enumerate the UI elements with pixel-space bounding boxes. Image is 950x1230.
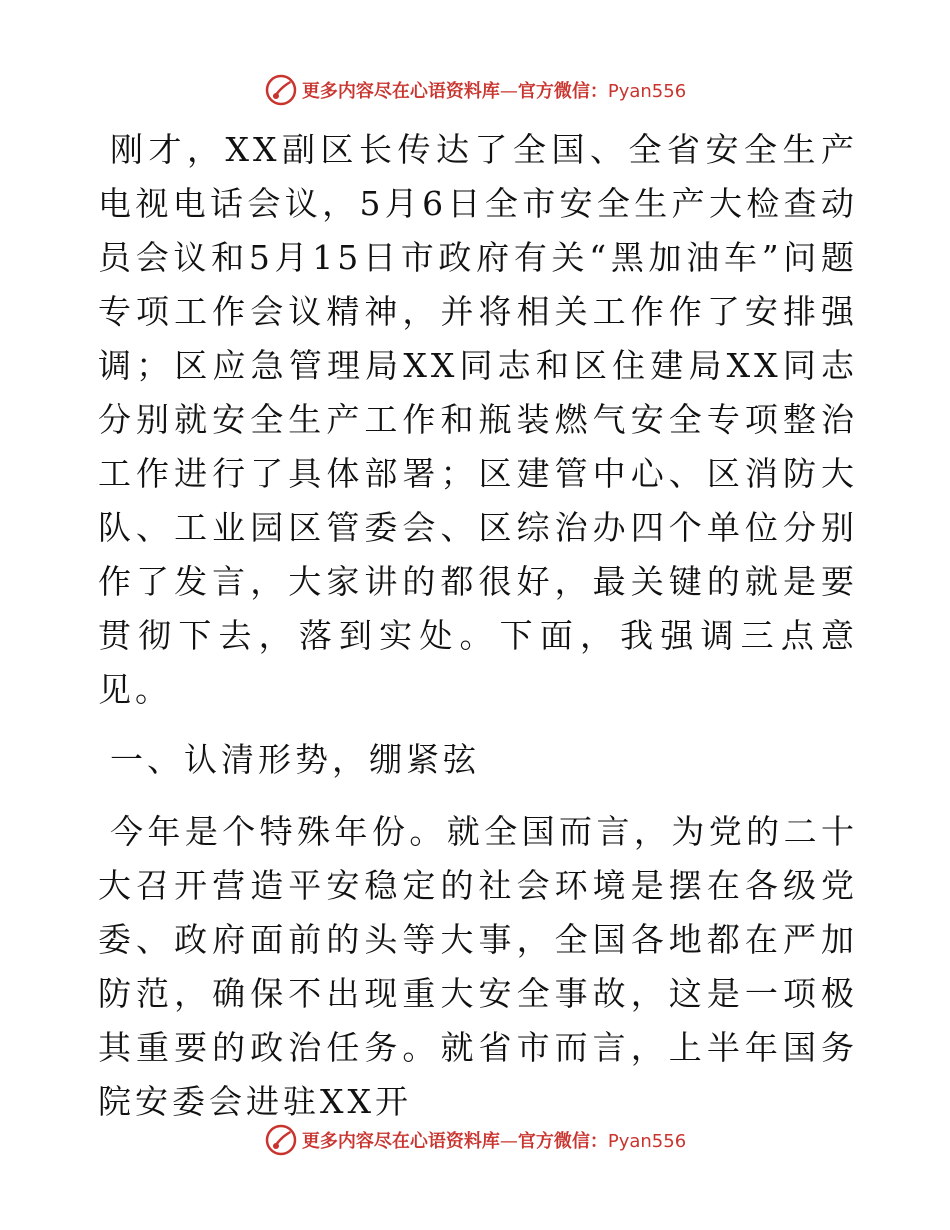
paragraph-2: 今年是个特殊年份。就全国而言，为党的二十大召开营造平安稳定的社会环境是摆在各级党委、政府面前的头等大事，全国各地都在严加防范，确保不出现重大安全事故，这是一项极其重要的政治任务。就省市而言，上半年国务院安委会进驻XX开 [98,812,858,1121]
document-body [98,123,858,1129]
brush-logo-icon [264,1123,298,1157]
watermark-official-label: 官方微信： [517,81,608,102]
header-watermark [0,70,950,110]
watermark-account: Pyan556 [607,1131,687,1152]
watermark-brand: 更多内容尽在心语资料库 [301,1131,500,1152]
paragraph-1: 刚才，XX副区长传达了全国、全省安全生产电视电话会议，5月6日全市安全生产大检查动员会议和5月15日市政府有关“黑加油车”问题专项工作会议精神，并将相关工作作了安排强调；区应急管理局XX同志和区住建局XX同志分别就安全生产工作和瓶装燃气安全专项整治工作进行了具体部署；区建管中心、区消防大队、工业园区管委会、区综治办四个单位分别作了发言，大家讲的都很好，最关键的就是要贯彻下去，落到实处。下面，我强调三点意见。 [98,130,858,709]
watermark-brand: 更多内容尽在心语资料库 [301,81,500,102]
footer-watermark [0,1120,950,1160]
watermark-dash: — [499,81,518,102]
watermark-dash: — [499,1131,518,1152]
watermark-text [302,77,686,103]
watermark-text [302,1127,686,1153]
watermark-account: Pyan556 [607,81,687,102]
watermark-official-label: 官方微信： [517,1131,608,1152]
section-heading-1: 一、认清形势，绷紧弦 [110,740,480,779]
brush-logo-icon [264,73,298,107]
